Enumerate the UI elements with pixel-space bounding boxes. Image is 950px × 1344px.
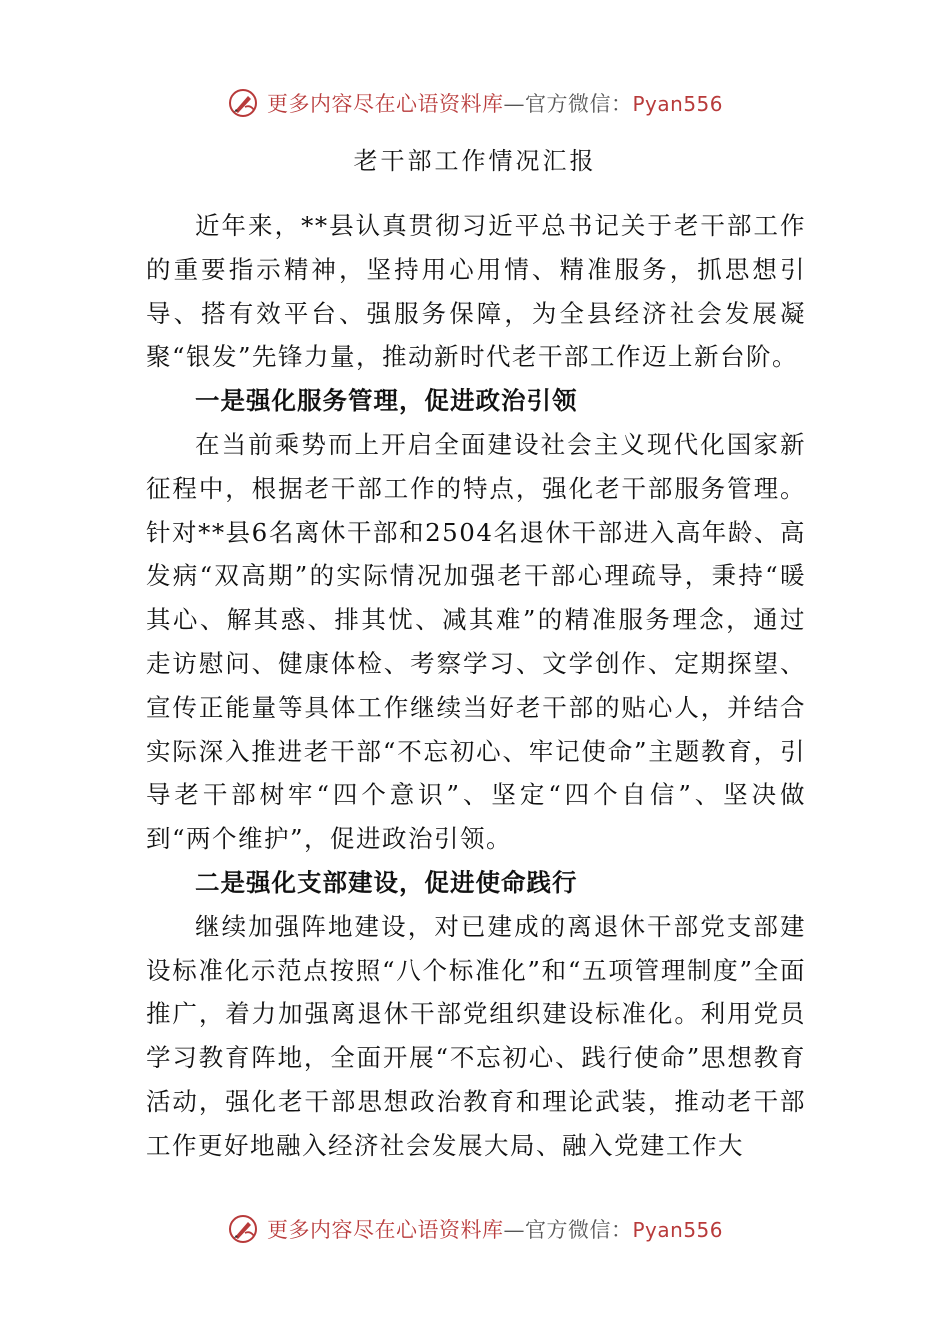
watermark-site: 更多内容尽在心语资料库 — [266, 1218, 504, 1242]
pen-logo-icon — [227, 87, 259, 119]
section-body-2: 继续加强阵地建设，对已建成的离退休干部党支部建设标准化示范点按照“八个标准化”和“五项管理制度”全面推广，着力加强离退休干部党组织建设标准化。利用党员学习教育阵地，全面开展“不忘初心、践行使命”思想教育活动，强化老干部思想政治教育和理论武装，推动老干部工作更好地融入经济社会发展大局、融入党建工作大 — [146, 911, 806, 1160]
watermark-site: 更多内容尽在心语资料库 — [266, 92, 504, 116]
document-body — [146, 204, 806, 1168]
footer-watermark — [0, 1207, 950, 1251]
document-title: 老干部工作情况汇报 — [353, 147, 597, 175]
watermark-wechat-id: Pyan556 — [632, 1218, 723, 1242]
pen-logo-icon — [227, 1213, 259, 1245]
watermark-text — [267, 1214, 723, 1244]
watermark-label: 官方微信： — [524, 92, 633, 116]
header-watermark — [0, 81, 950, 125]
section-body-1: 在当前乘势而上开启全面建设社会主义现代化国家新征程中，根据老干部工作的特点，强化老干部服务管理。针对**县6名离休干部和2504名退休干部进入高年龄、高发病“双高期”的实际情况加强老干部心理疏导，秉持“暖其心、解其惑、排其忧、减其难”的精准服务理念，通过走访慰问、健康体检、考察学习、文学创作、定期探望、宣传正能量等具体工作继续当好老干部的贴心人，并结合实际深入推进老干部“不忘初心、牢记使命”主题教育，引导老干部树牢“四个意识”、坚定“四个自信”、坚决做到“两个维护”，促进政治引领。 — [146, 429, 806, 854]
watermark-separator: — — [503, 1218, 525, 1242]
intro-paragraph: 近年来，**县认真贯彻习近平总书记关于老干部工作的重要指示精神，坚持用心用情、精准服务，抓思想引导、搭有效平台、强服务保障，为全县经济社会发展凝聚“银发”先锋力量，推动新时代老干部工作迈上新台阶。 — [146, 211, 806, 372]
section-heading-1: 一是强化服务管理，促进政治引领 — [195, 386, 578, 416]
watermark-label: 官方微信： — [524, 1218, 633, 1242]
section-heading-2: 二是强化支部建设，促进使命践行 — [195, 867, 578, 897]
watermark-wechat-id: Pyan556 — [632, 92, 723, 116]
watermark-separator: — — [503, 92, 525, 116]
watermark-text — [267, 88, 723, 118]
